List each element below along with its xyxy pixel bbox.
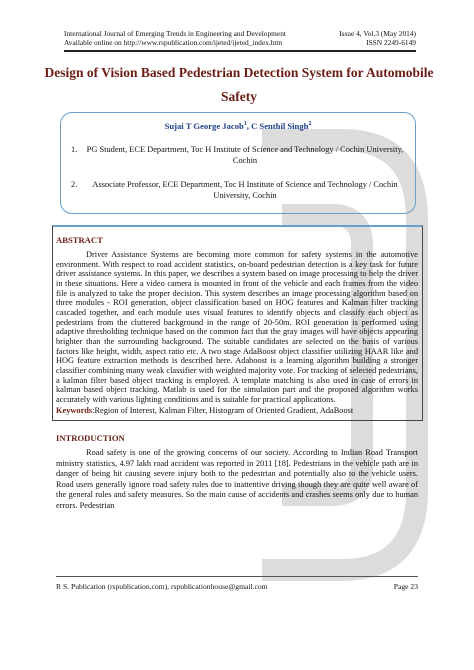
- introduction-heading: INTRODUCTION: [56, 433, 125, 443]
- introduction-body: Road safety is one of the growing concerns of our society. According to Indian Road Transport ministry statistics, 4.97 lakh road accident was reported in 2011 [18]. Pedestrians in the vehicle path are in danger of being hit causing severe injury both to the pedestrian and potentially also to the vehicle users. Road users generally ignore road safety rules due to inattentive driving though they are quite well aware of the general rules and safety measures. So the main cause of accidents and crashes seems only due to human errors. Pedestrian: [56, 448, 418, 510]
- affiliation-2-text: Associate Professor, ECE Department, Toc H Institute of Science and Technology / Cochin University, Cochin: [92, 180, 398, 200]
- abstract-heading: ABSTRACT: [56, 235, 103, 245]
- author-separator: ,: [246, 121, 252, 131]
- page-number: Page 23: [393, 582, 418, 591]
- keywords-text: :Region of Interest, Kalman Filter, Histogram of Oriented Gradient, AdaBoost: [92, 406, 354, 415]
- author-list: [61, 121, 415, 131]
- journal-issn: ISSN 2249-6149: [366, 37, 416, 47]
- journal-name: International Journal of Emerging Trends in Engineering and Development: [64, 29, 286, 38]
- journal-header: [64, 30, 416, 47]
- journal-issue: Issue 4, Vol.3 (May 2014): [339, 29, 416, 38]
- page-footer: [56, 582, 418, 591]
- affiliation-1-text: PG Student, ECE Department, Toc H Institute of Science and Technology / Cochin University, Cochin: [86, 145, 404, 165]
- author-1-sup: 1: [243, 121, 247, 128]
- footer-divider: [56, 576, 418, 577]
- author-box: [60, 112, 416, 214]
- author-2-sup: 2: [308, 121, 312, 128]
- journal-url[interactable]: Available online on http://www.rspublication.com/ijeted/ijeted_index.htm: [64, 37, 283, 47]
- affiliation-2-number: 2.: [71, 180, 78, 189]
- paper-title: Design of Vision Based Pedestrian Detection System for Automobile Safety: [44, 65, 434, 104]
- abstract-body: Driver Assistance Systems are becoming more common for safety systems in the automotive environment. With respect to road accident statistics, on-board pedestrian detection is a key task for future driver assistance systems. In this paper, we describes a system based on image processing to help the driver in these situations. Here a video camera is mounted in front of the vehicle and each frames from the video file is analyzed to take the proper decision. This system describes an image processing algorithm based on three modules - ROI generation, object classification based on HOG features and Kalman filter tracking cascaded together, and each module uses visual features to identify objects and classify each object as pedestrians from the cluttered background in the range of 20-50m. ROI generation is performed using adaptive thresholding technique based on the common fact that the gray images will have objects appearing brighter than the surrounding background. The suitable candidates are selected on the basis of various factors like height, width, aspect ratio etc. A two stage AdaBoost object classifier utilizing HAAR like and HOG feature extraction methods is described here. Adaboost is a learning algorithm building a stronger classifier combining many weak classifier with weighted majority vote. For tracking of selected pedestrians, a kalman filter based object tracking is employed. A template matching is also used in case of errors in kalman based object tracking. Matlab is used for the simulation part and the proposed algorithm works accurately with various lighting conditions and is suitable for practical applications.: [56, 250, 418, 404]
- header-divider: [64, 50, 416, 52]
- footer-publisher: R S. Publication (rspublication.com), rspublicationhouse@gmail.com: [56, 582, 268, 591]
- keywords-line: [56, 406, 418, 416]
- affiliation-1-number: 1.: [71, 145, 78, 154]
- author-1: Sujai T George Jacob: [164, 121, 244, 131]
- author-2: C Senthil Singh: [251, 121, 309, 131]
- keywords-label: Keywords: [56, 406, 93, 415]
